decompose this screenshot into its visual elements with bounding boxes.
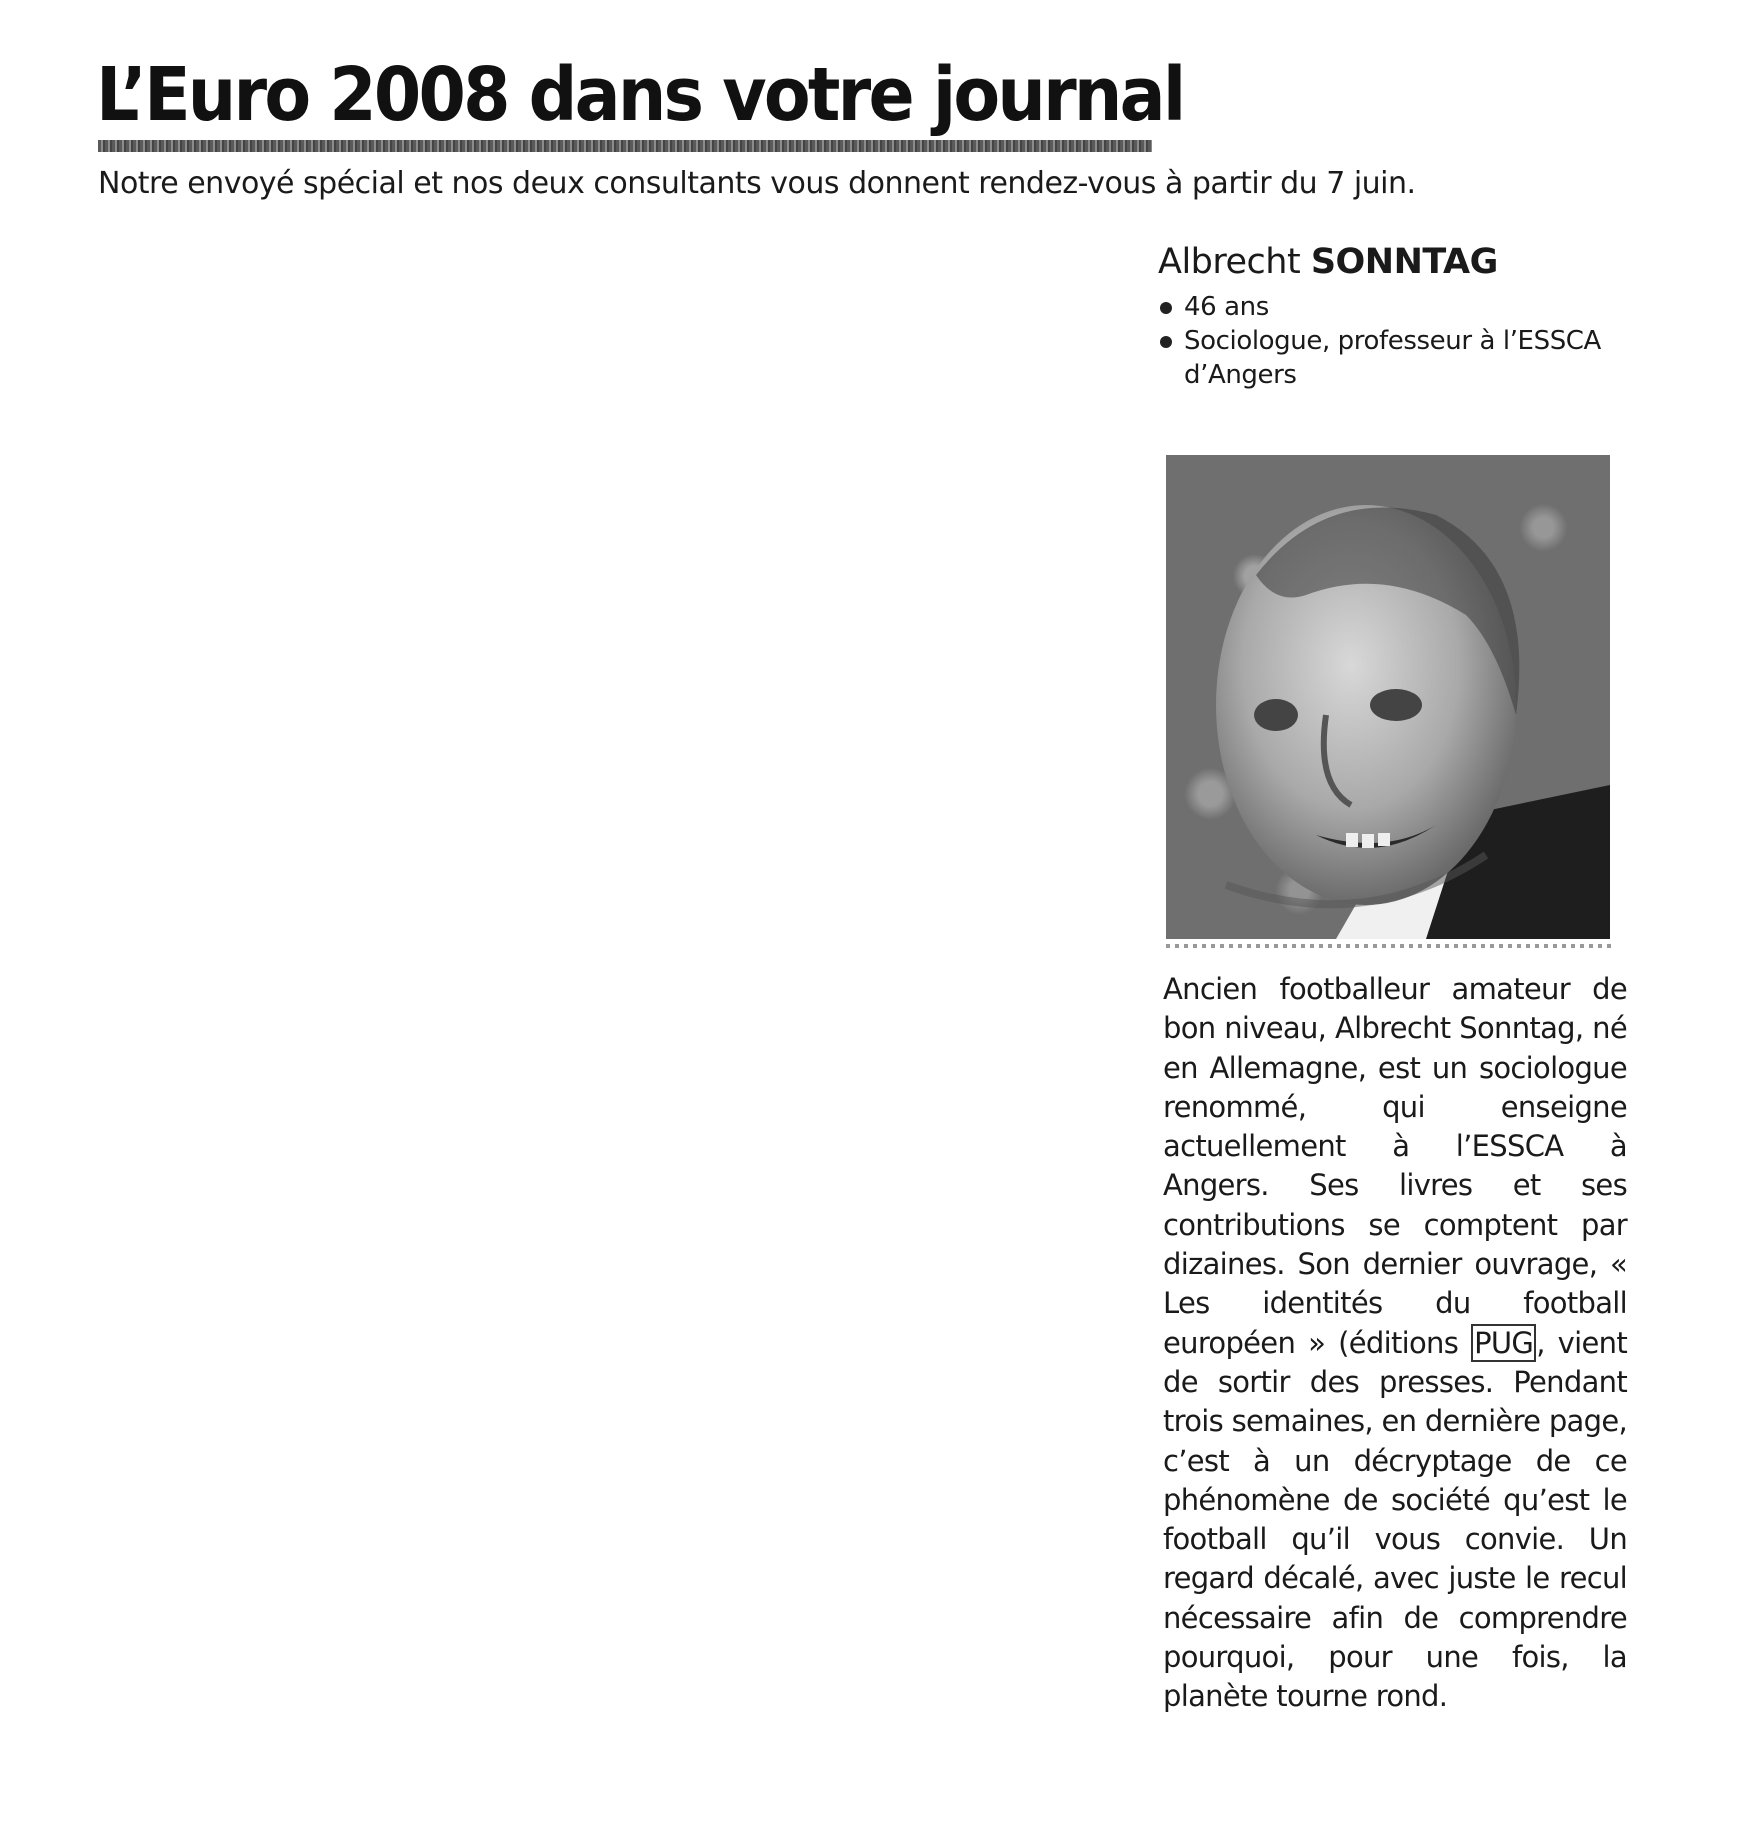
fact-text: 46 ans: [1184, 292, 1269, 322]
photo-edge: [1166, 944, 1612, 948]
consultant-profile: [1158, 238, 1628, 392]
bullet-icon: [1160, 336, 1172, 348]
bio-text-start: Ancien footballeur amateur de bon niveau, Albrecht Sonntag, né en Allemagne, est un sociologue renommé, qui enseigne actuellement à l’ESSCA à Angers. Ses livres et ses contributions se comptent par dizaines. Son dernier ouvrage, « Les identités du football européen » (éditions: [1163, 972, 1627, 1360]
fact-item: [1158, 290, 1628, 324]
facts-list: [1158, 290, 1628, 392]
publisher-box: PUG: [1471, 1324, 1536, 1362]
consultant-name: [1158, 238, 1628, 286]
headline-rule: [98, 140, 1152, 152]
fact-text: Sociologue, professeur à l’ESSCA d’Angers: [1184, 326, 1601, 390]
last-name: SONNTAG: [1310, 242, 1498, 282]
headline: L’Euro 2008 dans votre journal: [96, 52, 1184, 138]
portrait-photo: [1166, 455, 1610, 939]
first-name: Albrecht: [1158, 242, 1301, 282]
portrait-icon: [1166, 455, 1610, 939]
fact-item: [1158, 324, 1628, 392]
bullet-icon: [1160, 302, 1172, 314]
bio-paragraph: [1163, 970, 1627, 1717]
bio-text-end: , vient de sortir des presses. Pendant trois semaines, en dernière page, c’est à un décryptage de ce phénomène de société qu’est le football qu’il vous convie. Un regard décalé, avec juste le recul nécessaire afin de comprendre pourquoi, pour une fois, la planète tourne rond.: [1163, 1325, 1627, 1714]
subheadline: Notre envoyé spécial et nos deux consultants vous donnent rendez-vous à partir du 7 juin.: [98, 166, 1416, 201]
